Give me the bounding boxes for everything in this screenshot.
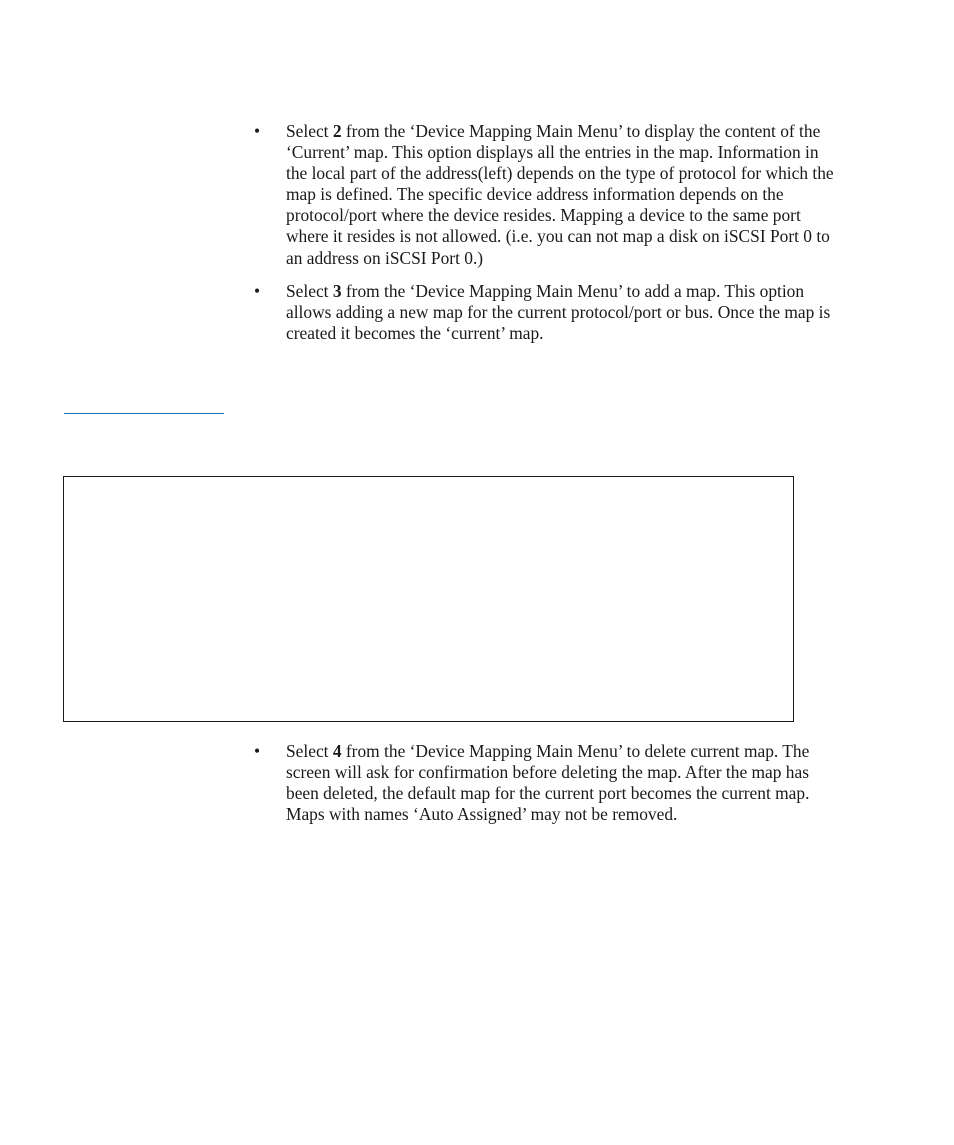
list-item — [254, 281, 834, 344]
list-item-text — [286, 121, 834, 268]
list-item-prefix: Select — [286, 741, 333, 761]
list-item — [254, 121, 834, 269]
list-item-body: from the ‘Device Mapping Main Menu’ to delete current map. The screen will ask for confirmation before deleting the map. After the map has been deleted, the default map for the current port becomes the current map. Maps with names ‘Auto Assigned’ may not be removed. — [286, 741, 810, 825]
list-item-body: from the ‘Device Mapping Main Menu’ to display the content of the ‘Current’ map. This option displays all the entries in the map. Information in the local part of the address(left) depends on the type of protocol for which the map is defined. The specific device address information depends on the protocol/port where the device resides. Mapping a device to the same port where it resides is not allowed. (i.e. you can not map a disk on iSCSI Port 0 to an address on iSCSI Port 0.) — [286, 121, 834, 268]
bullet-marker: • — [254, 121, 261, 141]
list-item-body: from the ‘Device Mapping Main Menu’ to add a map. This option allows adding a new map for the current protocol/port or bus. Once the map is created it becomes the ‘current’ map. — [286, 280, 831, 343]
screen-capture-frame — [63, 476, 794, 722]
list-item-text — [286, 281, 830, 343]
bullet-list-bottom — [254, 741, 834, 837]
bullet-marker: • — [254, 741, 261, 761]
menu-option-number: 2 — [332, 121, 342, 141]
bullet-marker: • — [254, 280, 261, 301]
list-item-text — [286, 741, 809, 824]
list-item-prefix: Select — [286, 280, 333, 301]
bullet-list-top — [254, 121, 834, 356]
menu-option-number: 4 — [332, 741, 342, 761]
list-item — [254, 741, 834, 825]
section-divider-rule — [64, 413, 224, 414]
list-item-prefix: Select — [286, 121, 333, 141]
menu-option-number: 3 — [332, 280, 342, 301]
